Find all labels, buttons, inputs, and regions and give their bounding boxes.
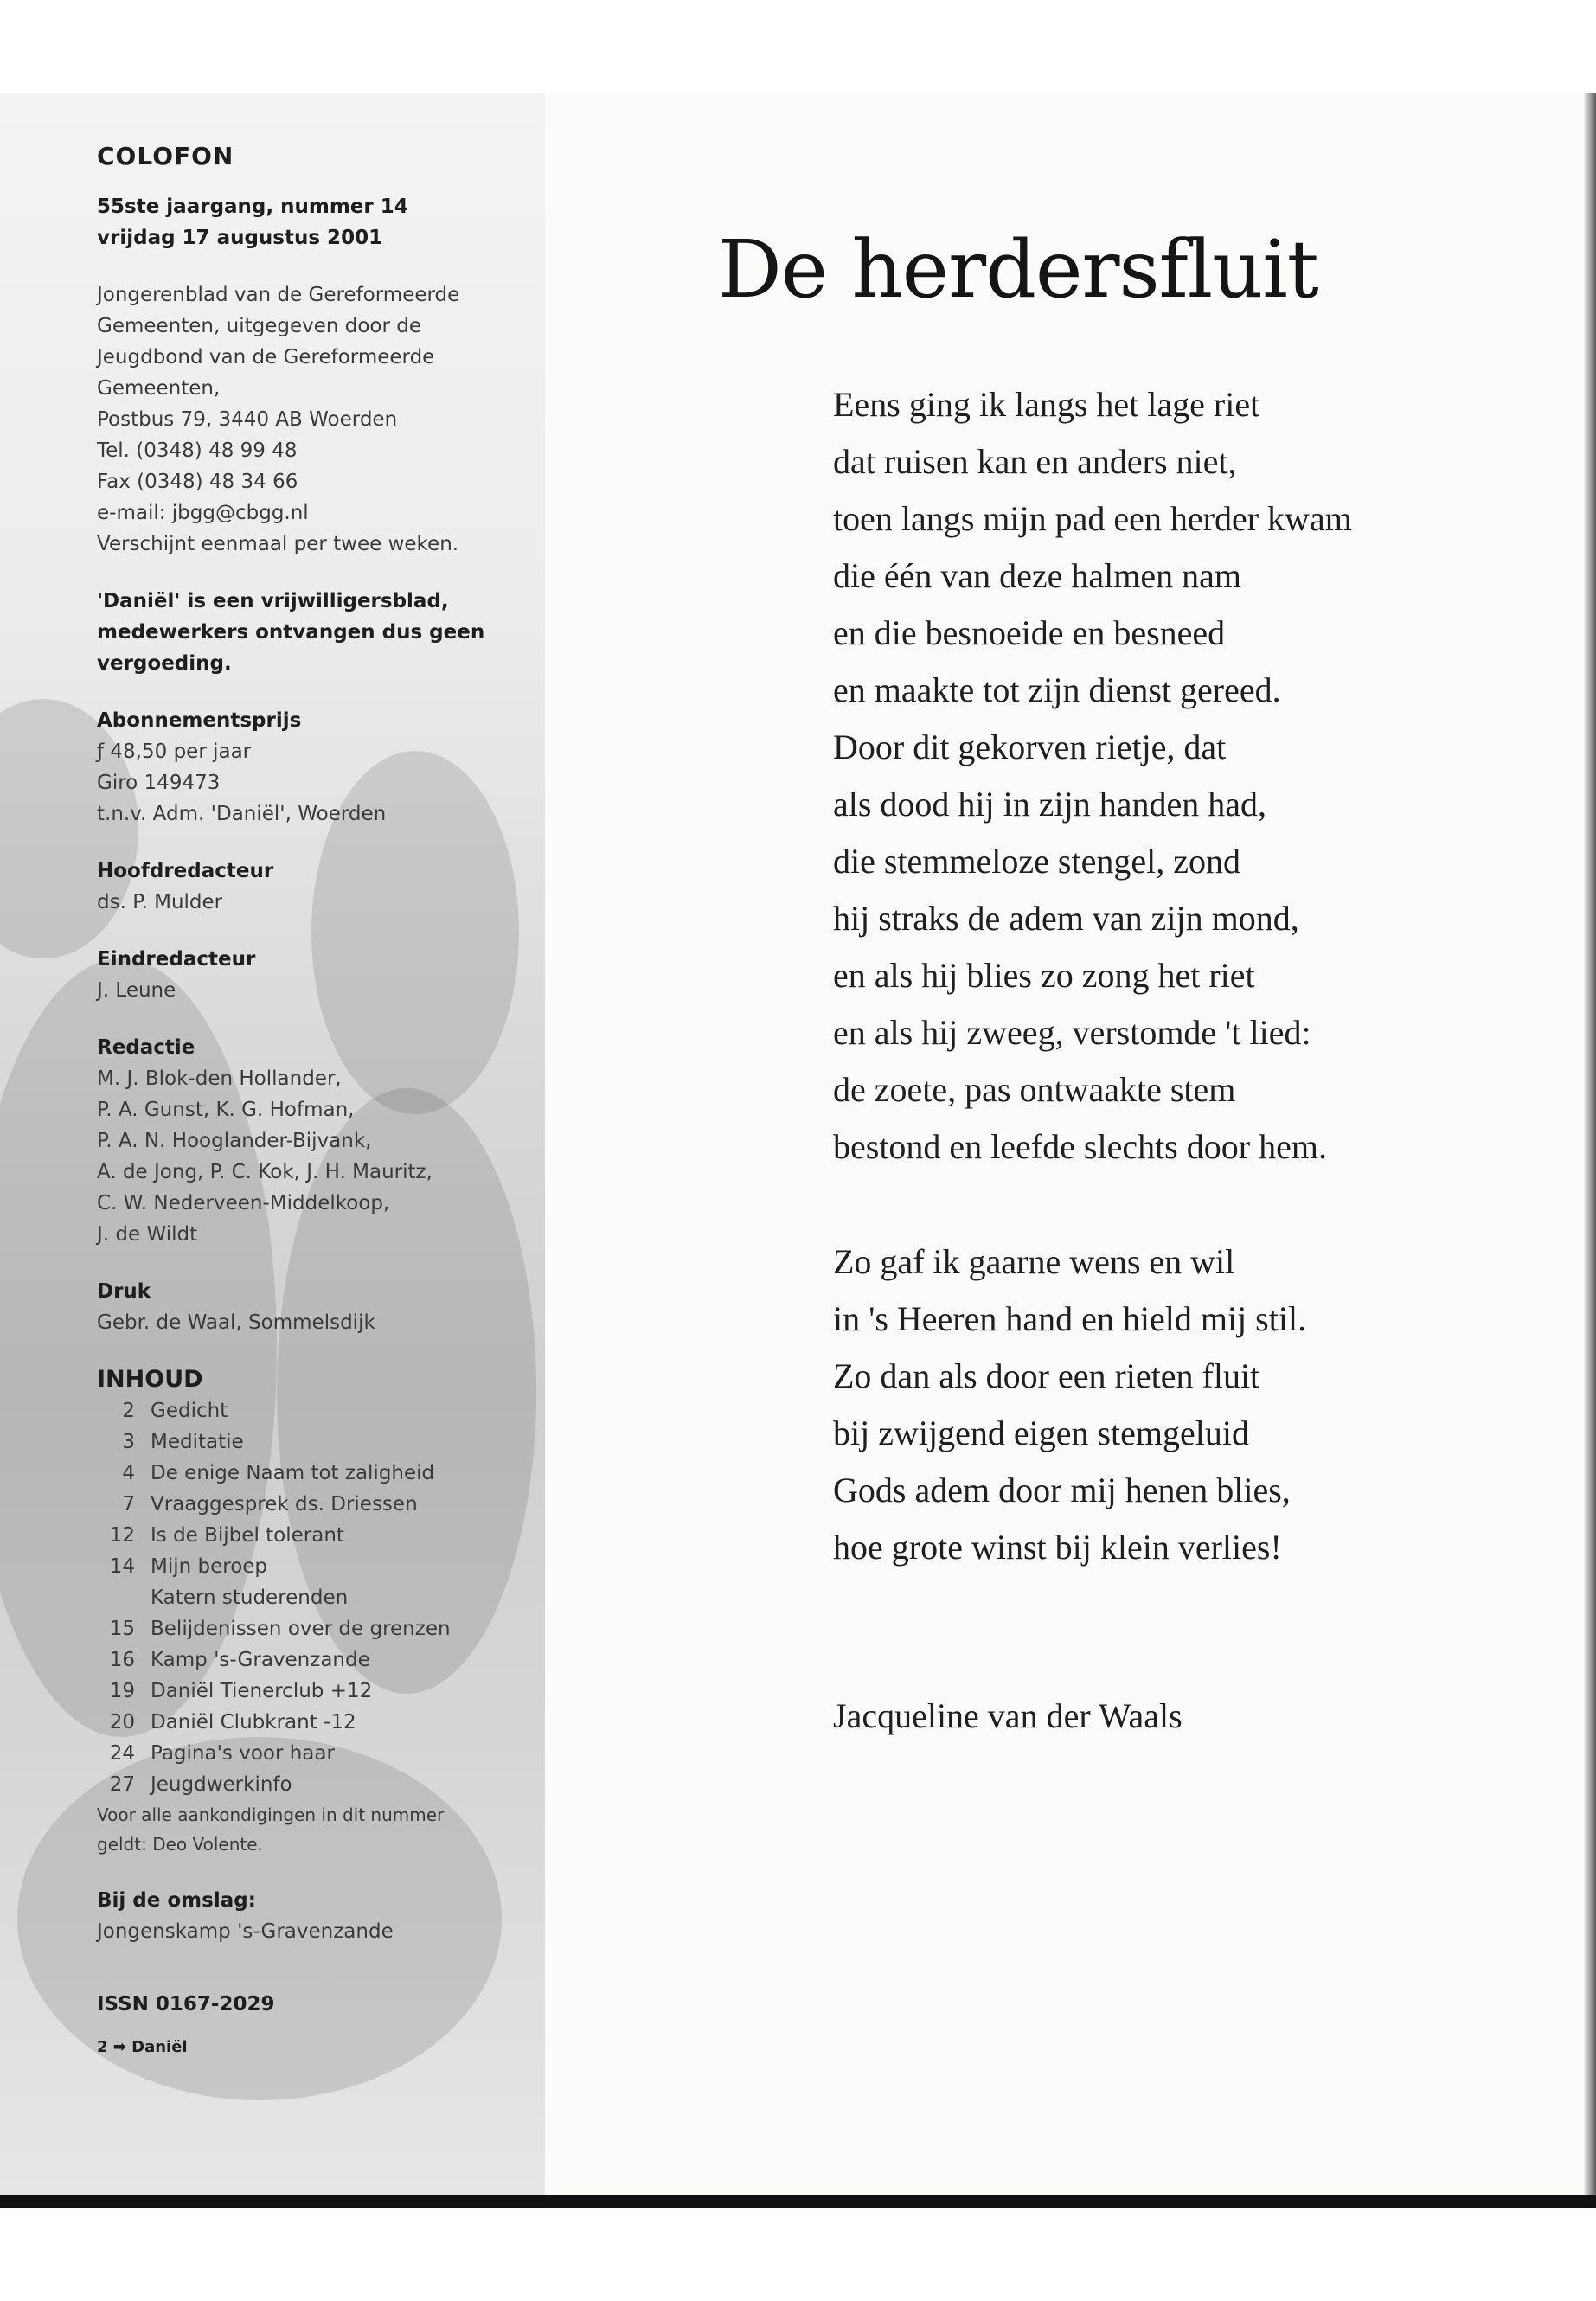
print-title: Druk [97, 1280, 151, 1303]
final-editor-title: Eindredacteur [97, 948, 256, 971]
toc-item [97, 1551, 529, 1582]
chief-editor-info [97, 856, 529, 918]
poem-stanza-1 [833, 376, 1551, 1176]
contents-note: geldt: Deo Volente. [97, 1834, 263, 1855]
publisher-phone: Tel. (0348) 48 99 48 [97, 439, 298, 462]
toc-title: Daniël Tienerclub +12 [151, 1680, 373, 1702]
toc-page: 20 [109, 1711, 135, 1734]
volunteer-note-line: medewerkers ontvangen dus geen [97, 621, 485, 644]
publisher-email: e-mail: jbgg@cbgg.nl [97, 502, 309, 524]
toc-item [97, 1676, 529, 1707]
colofon [97, 141, 529, 2063]
cover-title: Bij de omslag: [97, 1889, 256, 1912]
poem-line: de zoete, pas ontwaakte stem [833, 1070, 1236, 1109]
poem-line: hij straks de adem van zijn mond, [833, 899, 1299, 938]
cover-info [97, 1885, 529, 1947]
publisher-frequency: Verschijnt eenmaal per twee weken. [97, 533, 459, 555]
toc-item [97, 1489, 529, 1520]
contents-title: INHOUD [97, 1366, 203, 1393]
toc-title: Kamp 's-Gravenzande [151, 1649, 370, 1671]
contents-note: Voor alle aankondigingen in dit nummer [97, 1804, 445, 1825]
toc-item [97, 1707, 529, 1738]
colofon-sidebar [0, 93, 545, 2195]
poem-line: en als hij blies zo zong het riet [833, 956, 1255, 995]
editorial-member: A. de Jong, P. C. Kok, J. H. Mauritz, [97, 1161, 433, 1183]
toc-page: 19 [109, 1680, 135, 1702]
poem-line: hoe grote winst bij klein verlies! [833, 1528, 1282, 1567]
colofon-heading: COLOFON [97, 142, 234, 170]
toc-page: 24 [109, 1742, 135, 1765]
poem-line: Door dit gekorven rietje, dat [833, 727, 1227, 766]
toc-title: Daniël Clubkrant -12 [151, 1711, 356, 1734]
publisher-line: Gemeenten, uitgegeven door de [97, 315, 422, 337]
page-bottom-edge [0, 2195, 1596, 2208]
editorial-title: Redactie [97, 1036, 195, 1059]
subscription-payee: t.n.v. Adm. 'Daniël', Woerden [97, 803, 387, 825]
toc-page: 15 [109, 1618, 135, 1640]
issn: ISSN 0167-2029 [97, 1993, 275, 2016]
page-footer: 2 ➡ Daniël [97, 2038, 188, 2056]
poem-stanza-2 [833, 1234, 1551, 1576]
toc-title: Katern studerenden [151, 1586, 349, 1609]
poem-line: Zo gaf ik gaarne wens en wil [833, 1242, 1235, 1281]
volunteer-note-line: vergoeding. [97, 652, 232, 675]
publisher-line: Gemeenten, [97, 377, 221, 400]
editorial-member: P. A. N. Hooglander-Bijvank, [97, 1130, 372, 1152]
volunteer-note [97, 586, 529, 679]
toc-page: 16 [109, 1649, 135, 1671]
publisher-address: Postbus 79, 3440 AB Woerden [97, 408, 398, 431]
chief-editor-name: ds. P. Mulder [97, 891, 223, 913]
poem-line: Gods adem door mij henen blies, [833, 1471, 1291, 1509]
editorial-member: M. J. Blok-den Hollander, [97, 1067, 342, 1090]
toc-item [97, 1426, 529, 1458]
printer-name: Gebr. de Waal, Sommelsdijk [97, 1311, 375, 1334]
toc-page: 12 [109, 1524, 135, 1547]
editorial-member: J. de Wildt [97, 1223, 198, 1246]
chief-editor-title: Hoofdredacteur [97, 860, 274, 882]
publisher-line: Jongerenblad van de Gereformeerde [97, 284, 460, 306]
toc-title: Vraaggesprek ds. Driessen [151, 1493, 418, 1516]
toc-title: Pagina's voor haar [151, 1742, 335, 1765]
publisher-info [97, 279, 529, 560]
poem-line: in 's Heeren hand en hield mij stil. [833, 1299, 1307, 1338]
toc-title: Belijdenissen over de grenzen [151, 1618, 451, 1640]
publisher-fax: Fax (0348) 48 34 66 [97, 471, 298, 493]
toc-page: 14 [109, 1555, 135, 1578]
poem-line: Eens ging ik langs het lage riet [833, 385, 1260, 424]
toc-page: 7 [122, 1493, 135, 1516]
poem-line: Zo dan als door een rieten fluit [833, 1356, 1260, 1395]
toc-item [97, 1582, 529, 1613]
editorial-info [97, 1032, 529, 1250]
publisher-line: Jeugdbond van de Gereformeerde [97, 346, 435, 369]
poem-author: Jacqueline van der Waals [833, 1696, 1183, 1735]
poem-line: en die besnoeide en besneed [833, 613, 1226, 652]
toc-page: 27 [109, 1773, 135, 1796]
issue-info [97, 191, 529, 253]
toc-title: Gedicht [151, 1400, 228, 1422]
poem-line: als dood hij in zijn handen had, [833, 785, 1267, 824]
subscription-title: Abonnementsprijs [97, 709, 302, 732]
subscription-info [97, 705, 529, 830]
final-editor-name: J. Leune [97, 979, 176, 1002]
poem-line: en maakte tot zijn dienst gereed. [833, 670, 1281, 709]
poem-line: toen langs mijn pad een herder kwam [833, 499, 1352, 538]
page-spine-shadow [1584, 93, 1596, 2208]
print-info [97, 1276, 529, 1338]
toc-item [97, 1769, 529, 1800]
editorial-member: C. W. Nederveen-Middelkoop, [97, 1192, 390, 1215]
final-editor-info [97, 944, 529, 1006]
editorial-member: P. A. Gunst, K. G. Hofman, [97, 1099, 355, 1121]
toc-page: 4 [122, 1462, 135, 1484]
toc-item [97, 1395, 529, 1426]
issue-date: vrijdag 17 augustus 2001 [97, 227, 383, 249]
issue-volume: 55ste jaargang, nummer 14 [97, 195, 408, 218]
toc-title: Jeugdwerkinfo [151, 1773, 292, 1796]
toc-title: Is de Bijbel tolerant [151, 1524, 344, 1547]
poem-line: dat ruisen kan en anders niet, [833, 442, 1237, 481]
table-of-contents [97, 1364, 529, 1859]
toc-item [97, 1613, 529, 1644]
poem-title: De herdersfluit [718, 223, 1318, 316]
poem-line: bij zwijgend eigen stemgeluid [833, 1413, 1249, 1452]
toc-item [97, 1458, 529, 1489]
volunteer-note-line: 'Daniël' is een vrijwilligersblad, [97, 590, 449, 612]
cover-caption: Jongenskamp 's-Gravenzande [97, 1920, 394, 1943]
poem-line: die stemmeloze stengel, zond [833, 842, 1240, 881]
subscription-price: ƒ 48,50 per jaar [97, 740, 252, 763]
toc-item [97, 1520, 529, 1551]
poem-line: die één van deze halmen nam [833, 556, 1241, 595]
toc-item [97, 1644, 529, 1676]
toc-title: Mijn beroep [151, 1555, 268, 1578]
toc-page: 2 [122, 1400, 135, 1422]
toc-page: 3 [122, 1431, 135, 1453]
poem-line: bestond en leefde slechts door hem. [833, 1127, 1327, 1166]
subscription-giro: Giro 149473 [97, 772, 221, 794]
toc-title: De enige Naam tot zaligheid [151, 1462, 435, 1484]
toc-item [97, 1738, 529, 1769]
poem-line: en als hij zweeg, verstomde 't lied: [833, 1013, 1311, 1052]
toc-title: Meditatie [151, 1431, 244, 1453]
toc-page [97, 1582, 135, 1613]
